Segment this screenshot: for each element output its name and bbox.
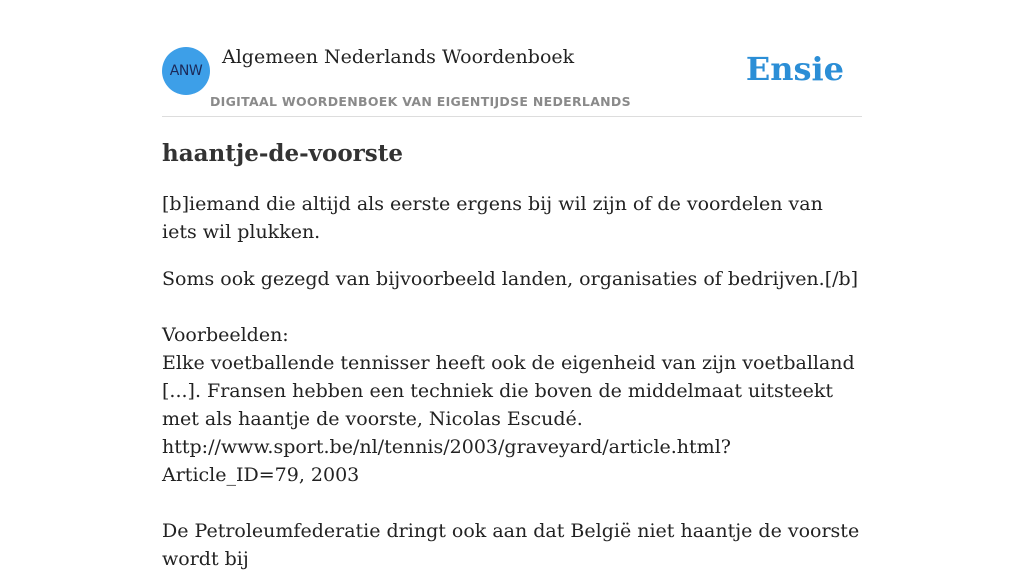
- definition: [b]iemand die altijd als eerste ergens bij wil zijn of de voordelen van iets wil plukken.: [162, 193, 823, 243]
- example-text: Elke voetballende tennisser heeft ook de eigenheid van zijn voetballand [...]. Fransen hebben een techniek die boven de middelmaat uitsteekt met als haantje de voorste, Nicolas Escudé.: [162, 352, 855, 430]
- example-source: http://www.sport.be/nl/tennis/2003/graveyard/article.html?Article_ID=79, 2003: [162, 436, 731, 486]
- headword: haantje-de-voorste: [162, 140, 404, 167]
- dictionary-subtitle: DIGITAAL WOORDENBOEK VAN EIGENTIJDSE NEDERLANDS: [210, 94, 631, 109]
- dictionary-title[interactable]: Algemeen Nederlands Woordenboek: [222, 46, 575, 68]
- definition-note: Soms ook gezegd van bijvoorbeeld landen, organisaties of bedrijven.[/b]: [162, 268, 859, 290]
- entry-content: [162, 138, 862, 573]
- example-text: De Petroleumfederatie dringt ook aan dat België niet haantje de voorste wordt bij: [162, 520, 860, 570]
- site-header: [162, 40, 862, 117]
- ensie-brand-logo[interactable]: Ensie: [745, 50, 844, 88]
- examples-label: Voorbeelden:: [162, 324, 289, 346]
- anw-logo[interactable]: ANW: [162, 47, 210, 95]
